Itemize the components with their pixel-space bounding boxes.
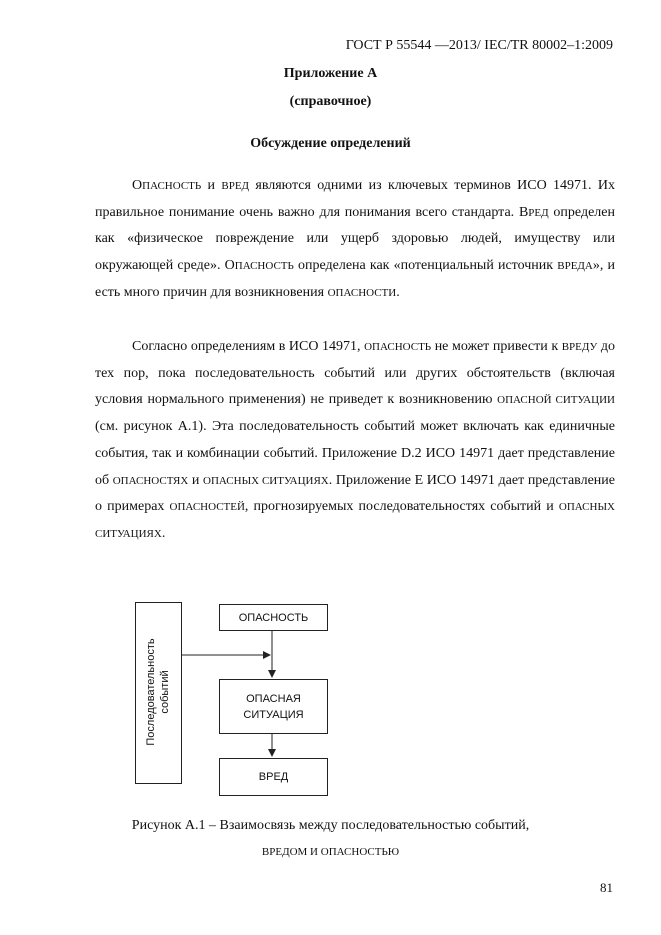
term-hazardous-situations: ОПАСНЫХ СИТУАЦИЯХ — [95, 501, 615, 540]
text-run: определена как «потенциальный источник — [293, 258, 558, 274]
text-run: », и есть много причин для возникновения — [95, 258, 615, 300]
situation-box-line-1: ОПАСНАЯ — [246, 692, 301, 705]
sequence-label-line-2: событий — [159, 670, 171, 714]
hazard-box: ОПАСНОСТЬ — [219, 604, 328, 631]
term-hazard: ОПАСНОСТИ — [327, 286, 397, 299]
text-run: Согласно определениям в ИСО 14971, — [132, 339, 365, 354]
page-number: 81 — [600, 880, 613, 895]
term-harm: ВРЕДУ — [561, 341, 598, 353]
harm-box: ВРЕД — [219, 758, 328, 796]
appendix-title: Приложение А — [283, 66, 378, 81]
sequence-label-line-1: Последовательность — [145, 638, 157, 746]
term-hazard: ОПАСНОСТЬ — [364, 341, 432, 353]
term-hazards: ОПАСНОСТЯХ — [112, 474, 189, 487]
term-hazard: ПАСНОСТЬ — [142, 180, 202, 192]
term-harm: РЕД — [528, 206, 549, 219]
text-run: до тех пор, пока последовательность событий или других обстоятельств (включая условия нормального применения) не приведет к возникновению — [95, 339, 615, 408]
text-run: (см. рисунок А.1). Эта последовательность событий может включать как единичные события, так и комбинации событий. Приложение D.2 ИСО 14971 дает представление об — [95, 419, 615, 488]
section-title: Обсуждение определений — [250, 136, 411, 151]
hazardous-situation-box — [219, 679, 328, 734]
situation-box-line-2: СИТУАЦИЯ — [243, 708, 304, 721]
text-run: и — [201, 178, 222, 193]
figure-caption: Рисунок А.1 – Взаимосвязь между последовательностью событий, — [131, 818, 530, 833]
text-run: определен как «физическое повреждение или ущерб здоровью людей, имуществу или окружающей среде». О — [95, 204, 615, 274]
standard-header: ГОСТ Р 55544 —2013/ IEC/TR 80002–1:2009 — [345, 38, 613, 53]
text-run: и — [188, 472, 203, 488]
term-hazardous-situation: ОПАСНОЙ СИТУАЦИИ — [497, 394, 615, 407]
figure-caption-continued: ВРЕДОМ И ОПАСНОСТЬЮ — [261, 846, 400, 858]
text-run: . — [396, 284, 400, 300]
text-run: О — [132, 178, 143, 193]
term-hazards: ОПАСНОСТЕЙ — [169, 501, 245, 514]
appendix-subtitle: (справочное) — [289, 94, 372, 109]
text-run: . Приложение Е ИСО 14971 дает представление о примерах — [95, 472, 615, 515]
term-harm: ВРЕДА — [557, 260, 593, 273]
text-run: являются одними из ключевых терминов ИСО 14971. Их правильное понимание очень важно для понимания всего стандарта. В — [95, 178, 615, 220]
text-run: . — [161, 525, 166, 541]
text-run: , прогнозируемых последовательностях событий и — [244, 499, 559, 515]
term-hazard: ПАСНОСТЬ — [234, 260, 294, 273]
term-hazardous-situations: ОПАСНЫХ СИТУАЦИЯХ — [203, 474, 329, 487]
term-harm: ВРЕД — [221, 180, 250, 192]
text-run: не может привести к — [431, 339, 562, 354]
